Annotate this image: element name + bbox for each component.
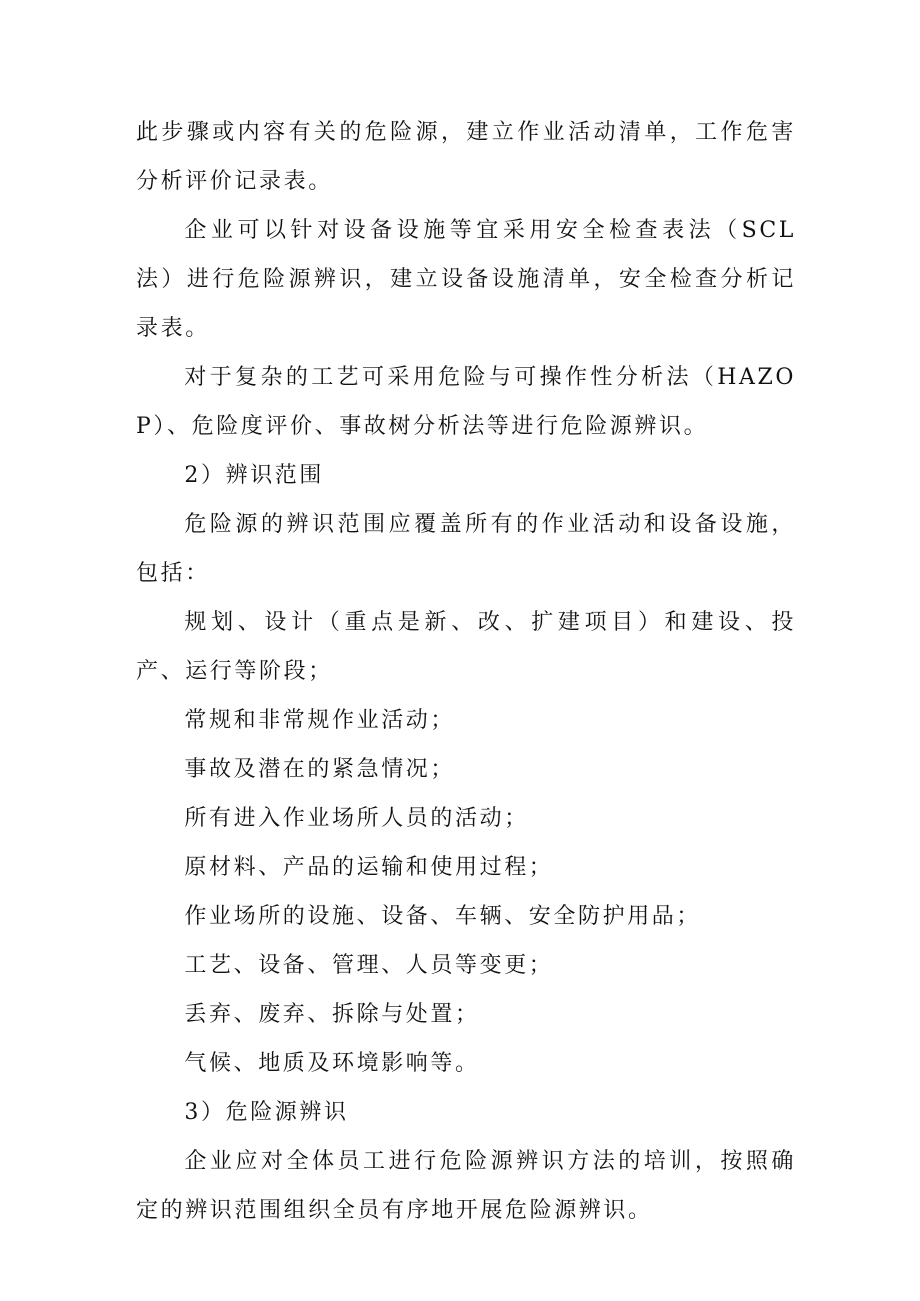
paragraph-scope-intro: 危险源的辨识范围应覆盖所有的作业活动和设备设施，包括： [136, 512, 796, 586]
paragraph-training: 企业应对全体员工进行危险源辨识方法的培训，按照确定的辨识范围组织全员有序地开展危险源辨识。 [136, 1149, 796, 1223]
document-body [136, 108, 796, 1235]
list-item-routine-activities: 常规和非常规作业活动； [184, 708, 455, 733]
list-item-facilities-equipment: 作业场所的设施、设备、车辆、安全防护用品； [184, 904, 701, 929]
paragraph-hazop-method: 对于复杂的工艺可采用危险与可操作性分析法（HAZOP）、危险度评价、事故树分析法等进行危险源辨识。 [136, 365, 796, 439]
list-item-emergencies: 事故及潜在的紧急情况； [184, 757, 455, 782]
list-item-personnel-activities: 所有进入作业场所人员的活动； [184, 806, 529, 831]
section-heading-hazard-identification: 3）危险源辨识 [184, 1100, 349, 1125]
list-item-disposal: 丢弃、废弃、拆除与处置； [184, 1002, 480, 1027]
list-item-climate-environment: 气候、地质及环境影响等。 [184, 1051, 480, 1076]
paragraph-scl-method: 企业可以针对设备设施等宜采用安全检查表法（SCL 法）进行危险源辨识，建立设备设施清单，安全检查分析记录表。 [136, 218, 796, 341]
list-item-materials-transport: 原材料、产品的运输和使用过程； [184, 855, 554, 880]
list-item-changes: 工艺、设备、管理、人员等变更； [184, 953, 554, 978]
list-item-planning-design: 规划、设计（重点是新、改、扩建项目）和建设、投产、运行等阶段； [136, 610, 796, 684]
section-heading-identification-scope: 2）辨识范围 [184, 463, 324, 488]
paragraph-continuation: 此步骤或内容有关的危险源，建立作业活动清单，工作危害分析评价记录表。 [136, 120, 796, 194]
